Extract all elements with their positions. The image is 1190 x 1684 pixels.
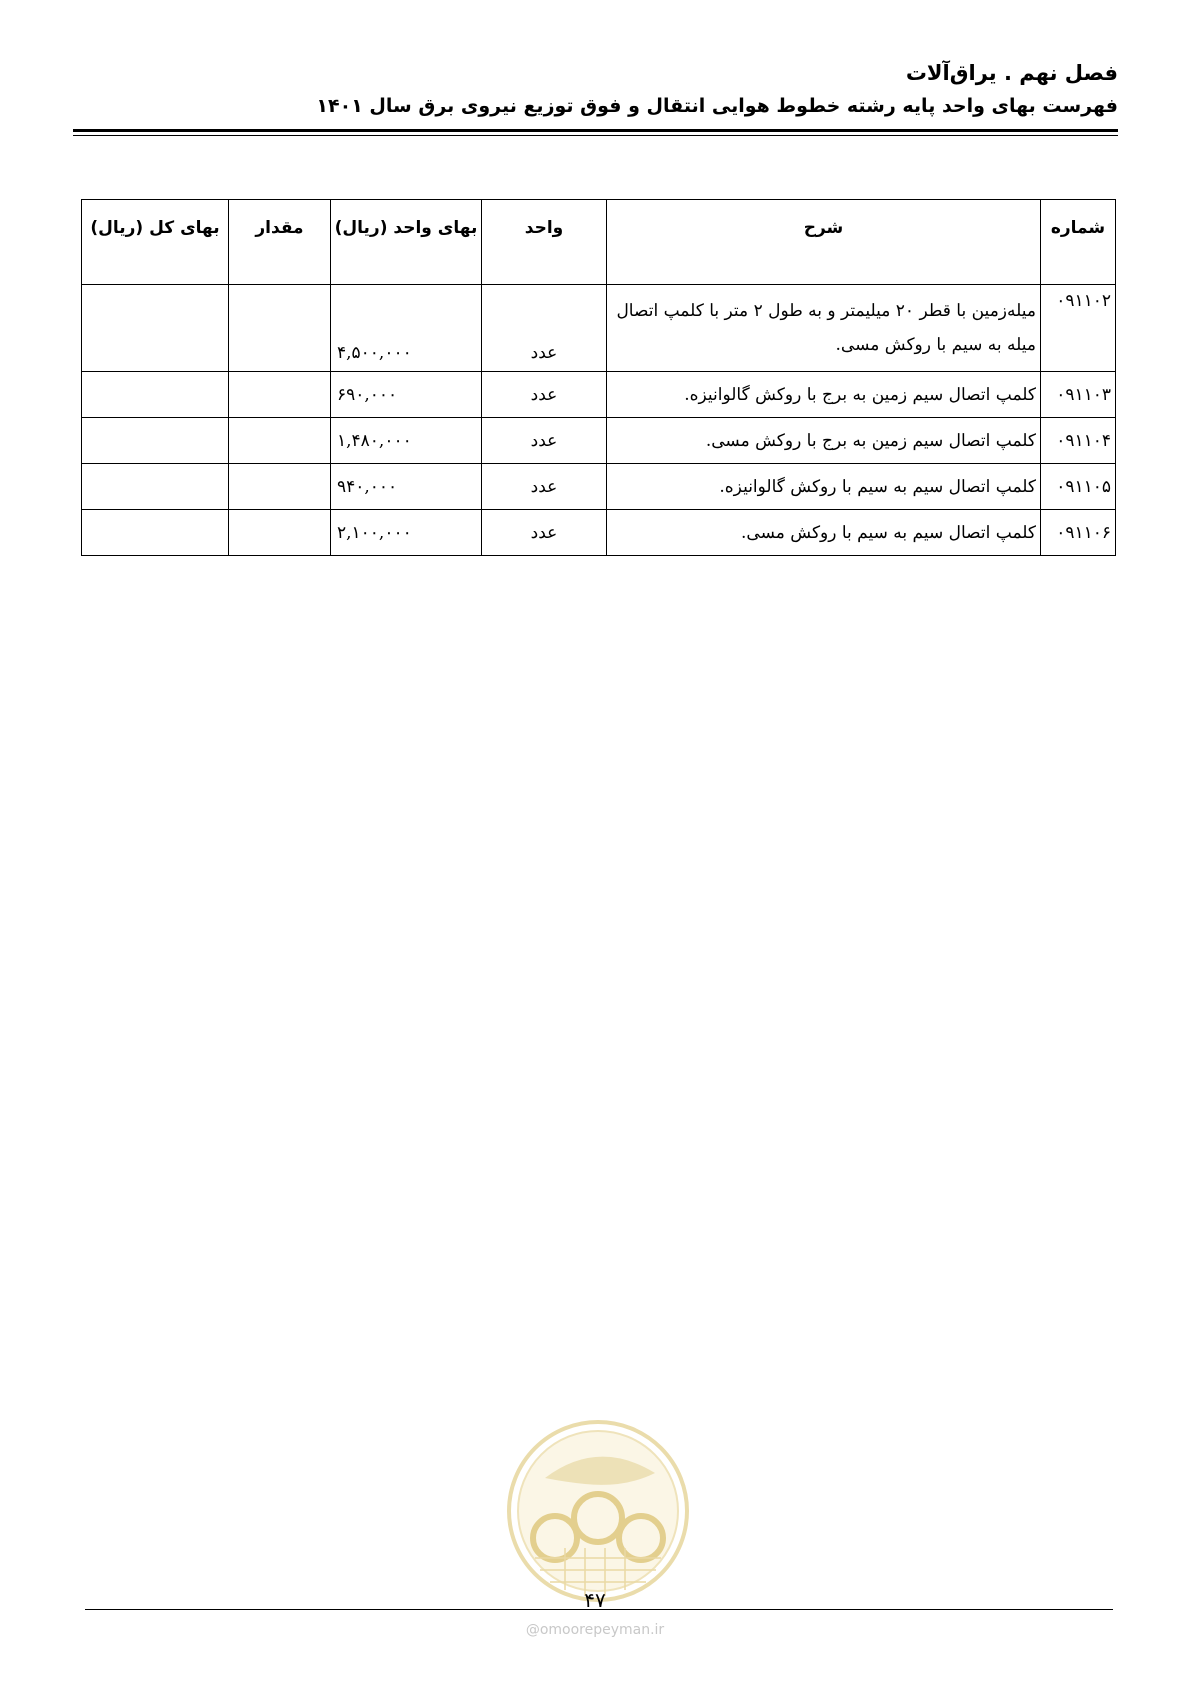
item-total-price [82, 372, 229, 418]
item-description: کلمپ اتصال سیم زمین به برج با روکش مسی. [607, 418, 1041, 464]
item-unit-price: ۱,۴۸۰,۰۰۰ [331, 418, 482, 464]
header-description: شرح [607, 200, 1041, 285]
item-unit: عدد [482, 418, 607, 464]
item-number-cell [1041, 285, 1116, 372]
item-total-price [82, 285, 229, 372]
item-number-cell [1041, 510, 1116, 556]
page-header [316, 58, 1118, 121]
item-unit-price: ۶۹۰,۰۰۰ [331, 372, 482, 418]
item-description: کلمپ اتصال سیم زمین به برج با روکش گالوانیزه. [607, 372, 1041, 418]
item-quantity [229, 464, 331, 510]
header-quantity: مقدار [229, 200, 331, 285]
item-number: ۰۹۱۱۰۳ [1056, 384, 1111, 405]
item-unit-price: ۹۴۰,۰۰۰ [331, 464, 482, 510]
header-number: شماره [1041, 200, 1116, 285]
item-number: ۰۹۱۱۰۲ [1056, 291, 1111, 311]
item-total-price [82, 464, 229, 510]
header-total-price: بهای کل (ریال) [82, 200, 229, 285]
table-row [82, 418, 1116, 464]
document-subtitle: فهرست بهای واحد پایه رشته خطوط هوایی انتقال و فوق توزیع نیروی برق سال ۱۴۰۱ [316, 95, 1118, 117]
item-quantity [229, 372, 331, 418]
header-unit: واحد [482, 200, 607, 285]
item-quantity [229, 285, 331, 372]
item-unit: عدد [482, 464, 607, 510]
price-list-table [81, 199, 1116, 556]
item-number: ۰۹۱۱۰۵ [1056, 476, 1111, 497]
item-number: ۰۹۱۱۰۶ [1056, 522, 1111, 543]
item-total-price [82, 510, 229, 556]
table-row [82, 464, 1116, 510]
item-unit: عدد [482, 510, 607, 556]
item-description: میله‌زمین با قطر ۲۰ میلیمتر و به طول ۲ متر با کلمپ اتصال میله به سیم با روکش مسی. [607, 285, 1041, 372]
chapter-title: فصل نهم . یراق‌آلات [905, 61, 1118, 85]
table-row [82, 372, 1116, 418]
item-unit-price: ۲,۱۰۰,۰۰۰ [331, 510, 482, 556]
watermark-logo-icon [505, 1418, 691, 1604]
item-unit: عدد [482, 285, 607, 372]
item-number-cell [1041, 464, 1116, 510]
header-rule-thin [73, 135, 1118, 136]
page-number: ۴۷ [584, 1588, 606, 1612]
table-row [82, 510, 1116, 556]
item-unit: عدد [482, 372, 607, 418]
item-number: ۰۹۱۱۰۴ [1056, 430, 1111, 451]
item-quantity [229, 510, 331, 556]
website-watermark: @omoorepeyman.ir [525, 1622, 665, 1638]
table-row [82, 285, 1116, 372]
item-unit-price: ۴,۵۰۰,۰۰۰ [331, 285, 482, 372]
table-header-row [82, 200, 1116, 285]
item-total-price [82, 418, 229, 464]
item-description: کلمپ اتصال سیم به سیم با روکش گالوانیزه. [607, 464, 1041, 510]
item-number-cell [1041, 418, 1116, 464]
item-description: کلمپ اتصال سیم به سیم با روکش مسی. [607, 510, 1041, 556]
header-unit-price: بهای واحد (ریال) [331, 200, 482, 285]
header-rule-thick [73, 129, 1118, 132]
item-number-cell [1041, 372, 1116, 418]
item-quantity [229, 418, 331, 464]
